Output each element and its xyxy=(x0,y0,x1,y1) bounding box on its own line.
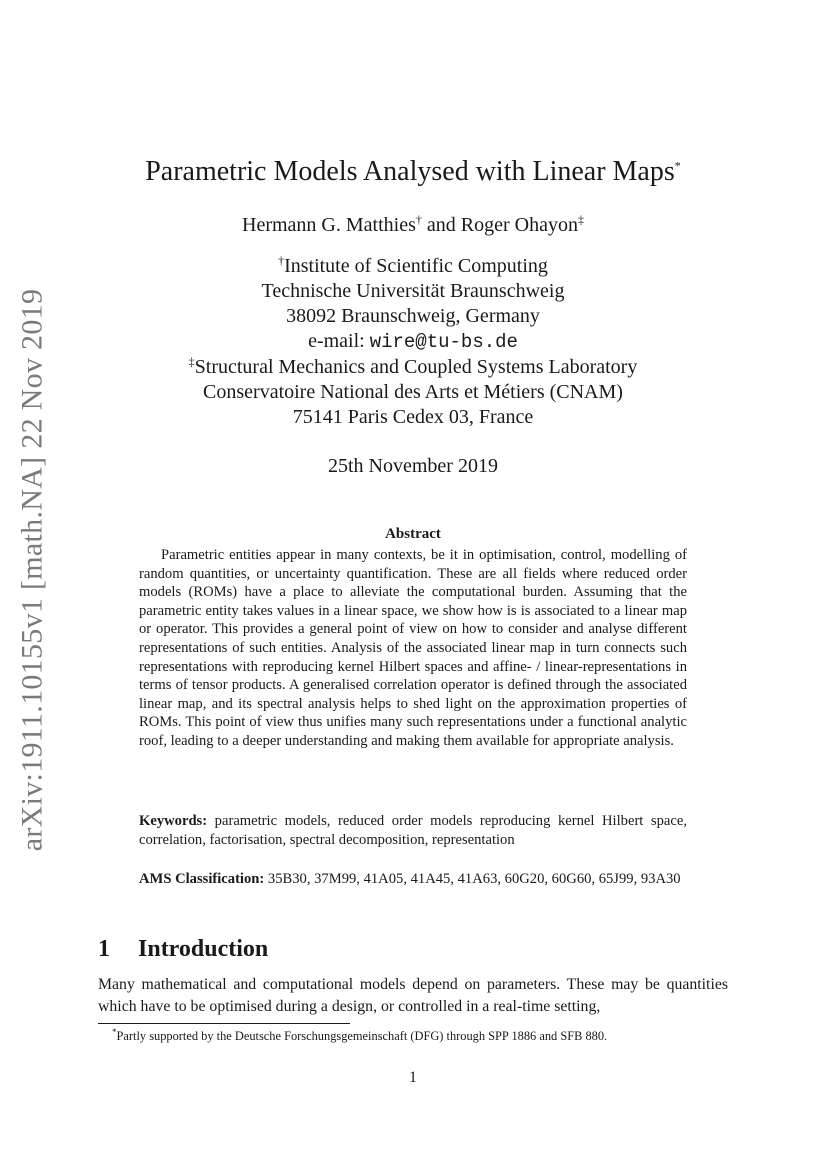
section-title: Introduction xyxy=(138,936,269,962)
affiliation-text: Institute of Scientific Computing xyxy=(284,255,548,277)
email-address: wire@tu-bs.de xyxy=(369,331,518,353)
keywords-block xyxy=(139,812,687,849)
footnote xyxy=(98,1028,738,1044)
abstract-heading: Abstract xyxy=(385,526,441,542)
affiliation-text: Structural Mechanics and Coupled Systems Laboratory xyxy=(194,356,638,378)
paper-date: 25th November 2019 xyxy=(328,455,498,477)
ams-label: AMS Classification: xyxy=(139,871,265,887)
affiliation-line xyxy=(0,355,826,380)
intro-paragraph: Many mathematical and computational models depend on parameters. These may be quantities which have to be optimised during a design, or controlled in a real-time setting, xyxy=(98,976,728,1015)
keywords-label: Keywords: xyxy=(139,813,208,829)
email-line xyxy=(0,329,826,355)
footnote-mark: * xyxy=(112,1026,117,1037)
section-heading xyxy=(98,934,268,964)
affiliation-line: Technische Universität Braunschweig xyxy=(261,280,565,302)
affiliation-line: Conservatoire National des Arts et Métiers (CNAM) xyxy=(203,381,623,403)
affiliation-line xyxy=(0,254,826,279)
page-number: 1 xyxy=(409,1069,417,1086)
arxiv-identifier: arXiv:1911.10155v1 [math.NA] 22 Nov 2019 xyxy=(15,288,48,852)
affiliation-line: 75141 Paris Cedex 03, France xyxy=(292,406,534,428)
keywords-text: parametric models, reduced order models reproducing kernel Hilbert space, correlation, factorisation, spectral decomposition, representation xyxy=(139,813,687,848)
author-joiner: and xyxy=(421,214,461,236)
paper-title-text: Parametric Models Analysed with Linear Maps xyxy=(145,156,675,187)
affiliation-mark: † xyxy=(278,253,285,268)
author-list xyxy=(0,212,826,238)
author-name: Roger Ohayon xyxy=(460,214,578,236)
affiliation-line: 38092 Braunschweig, Germany xyxy=(286,305,540,327)
footnote-text: Partly supported by the Deutsche Forschungsgemeinschaft (DFG) through SPP 1886 and SFB 880. xyxy=(116,1029,608,1043)
affiliation-mark: ‡ xyxy=(188,354,195,369)
ams-classification-block xyxy=(139,870,687,889)
email-label: e-mail: xyxy=(308,330,370,352)
ams-codes: 35B30, 37M99, 41A05, 41A45, 41A63, 60G20, 60G60, 65J99, 93A30 xyxy=(264,871,681,887)
affiliation-block xyxy=(0,254,826,430)
author-mark: ‡ xyxy=(577,212,584,227)
paper-title xyxy=(0,154,826,190)
footnote-rule xyxy=(98,1023,350,1024)
abstract-body: Parametric entities appear in many contexts, be it in optimisation, control, modelling of random quantities, or uncertainty quantification. These are all fields where reduced order models (ROMs) have a place to alleviate the computational burden. Assuming that the parametric entity takes values in a linear space, we show how is is associated to a linear map or operator. This provides a general point of view on how to consider and analyse different representations of such entities. Analysis of the associated linear map in turn connects such representations with reproducing kernel Hilbert spaces and affine- / linear-representations in terms of tensor products. A generalised correlation operator is defined through the associated linear map, and its spectral analysis helps to shed light on the approximation properties of ROMs. This point of view thus unifies many such representations under a functional analytic roof, leading to a deeper understanding and making them available for appropriate analysis. xyxy=(139,547,687,749)
section-number: 1 xyxy=(98,936,110,962)
title-footnote-mark: * xyxy=(674,158,681,173)
author-mark: † xyxy=(415,212,422,227)
author-name: Hermann G. Matthies xyxy=(242,214,416,236)
